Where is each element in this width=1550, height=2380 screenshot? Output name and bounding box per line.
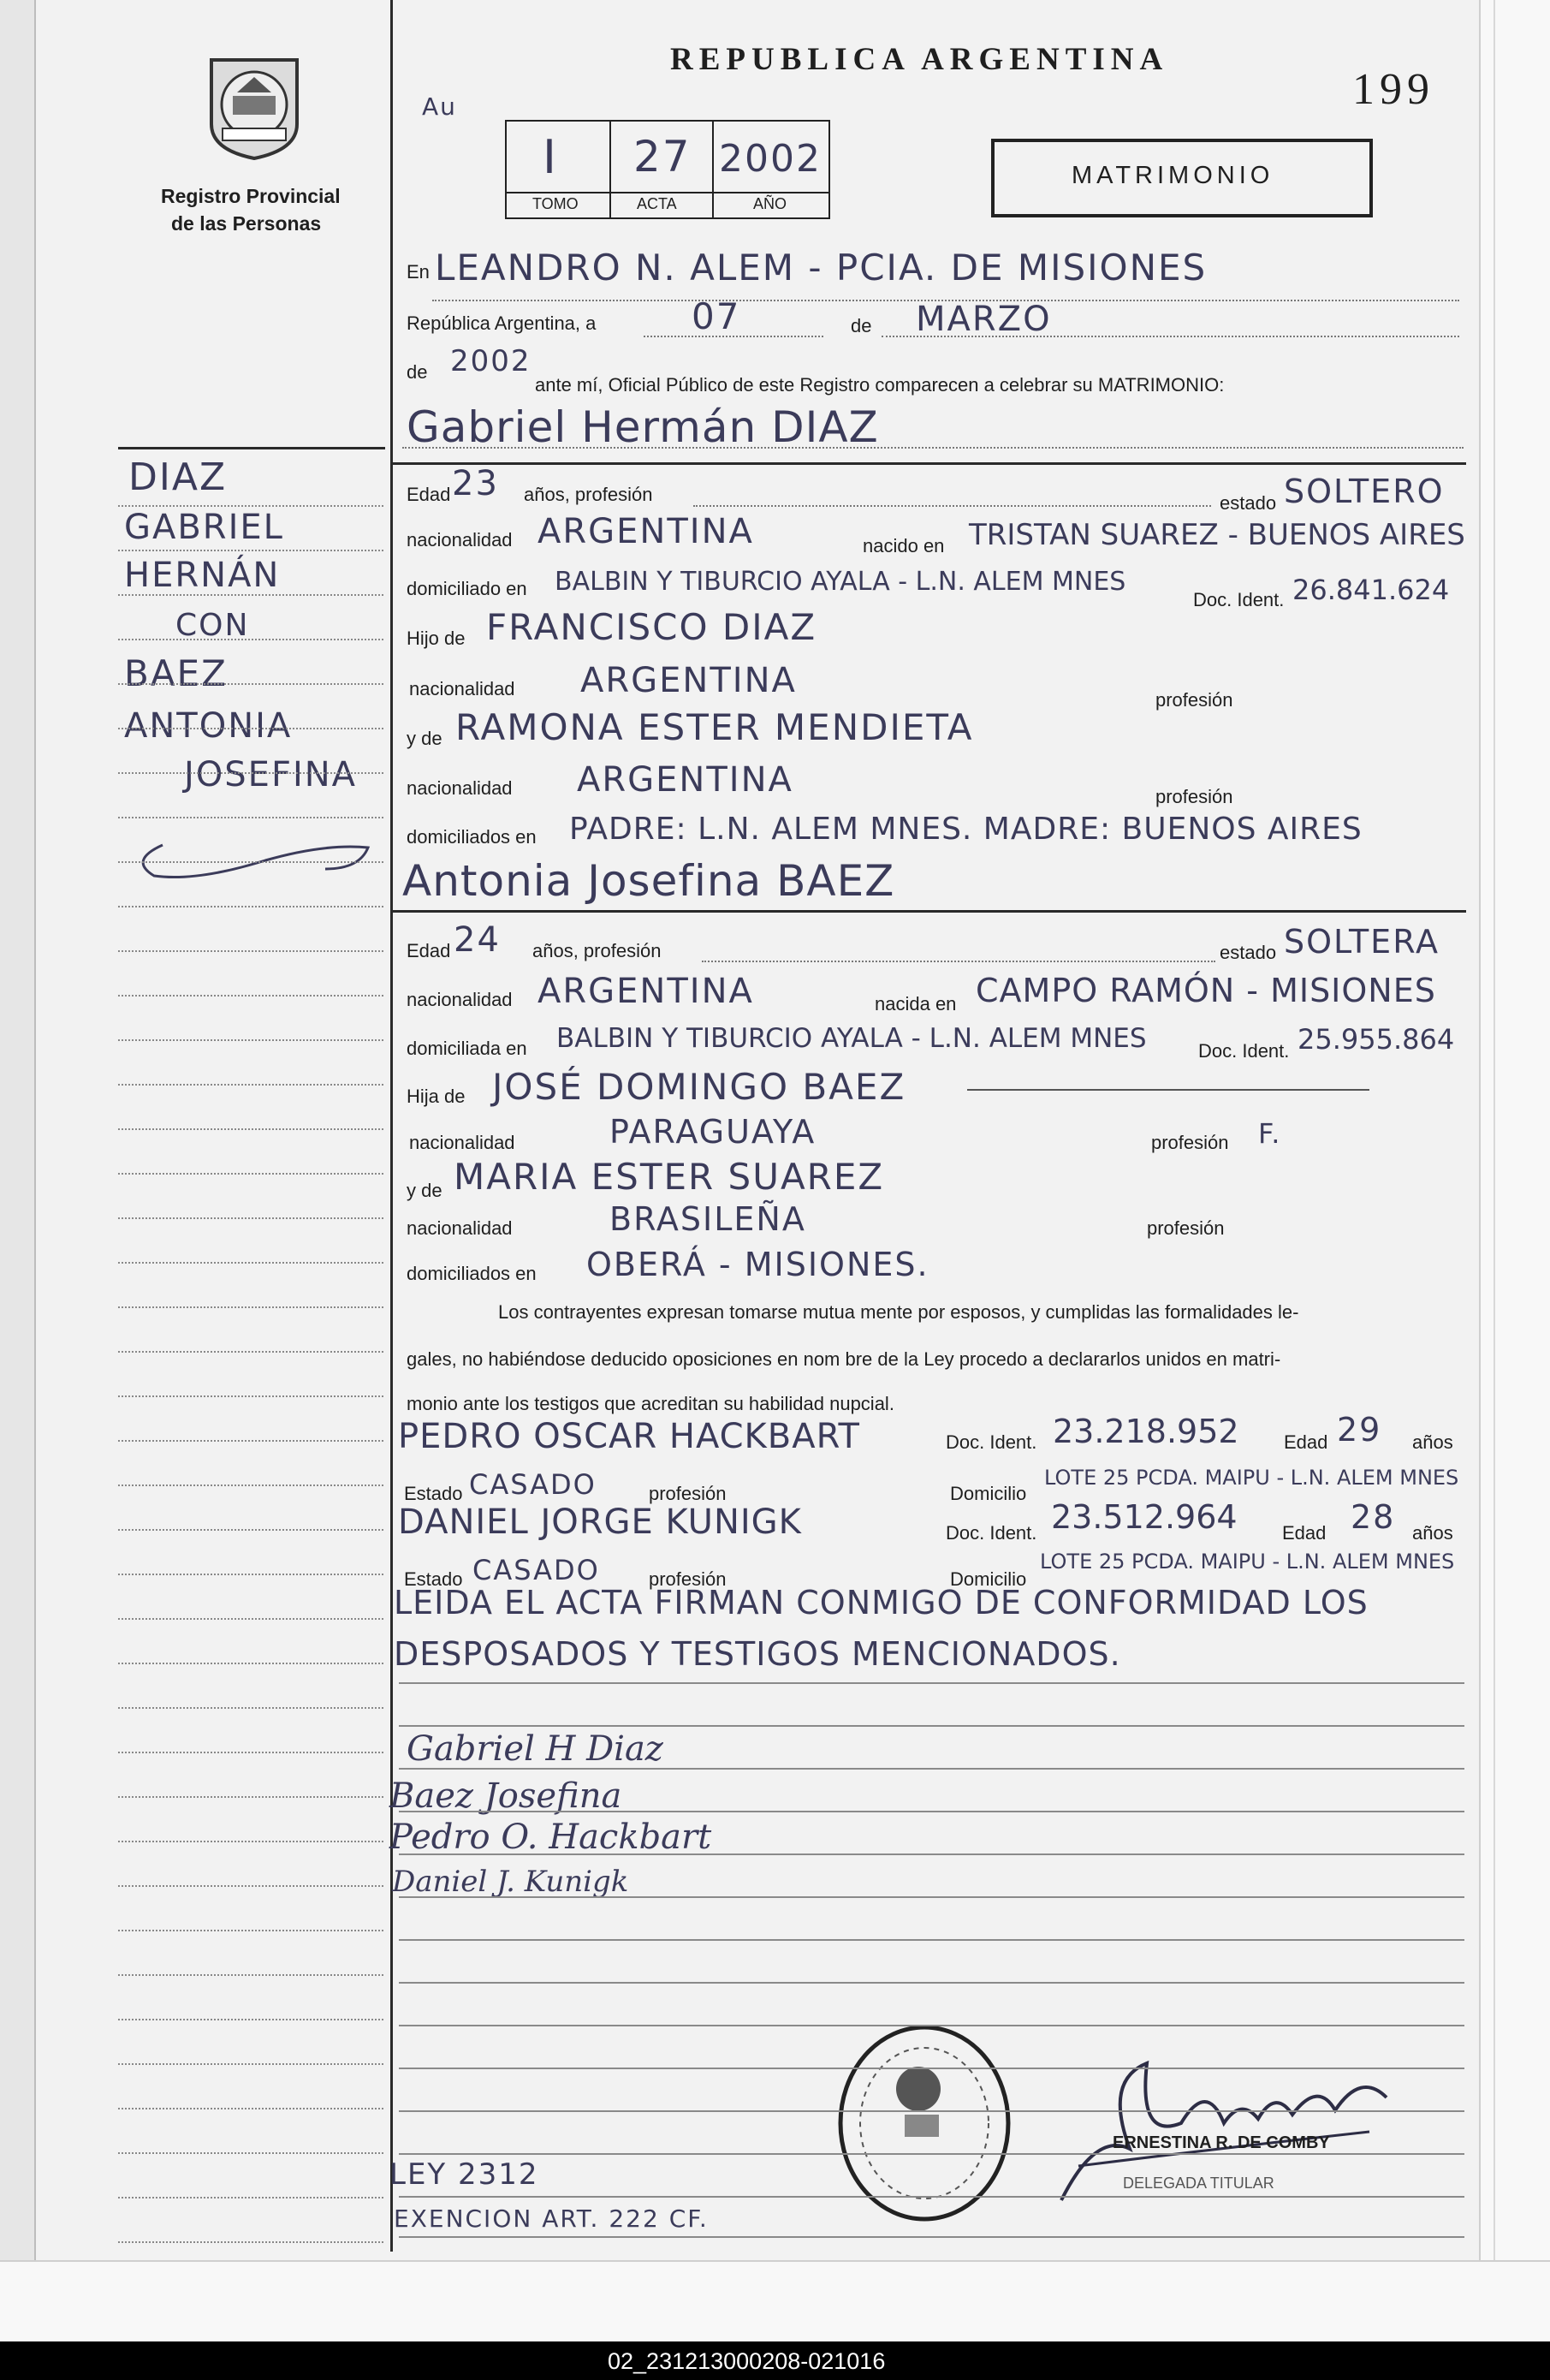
signature-rule-line [399,1853,1464,1855]
bride-mother-nationality: BRASILEÑA [609,1200,806,1238]
anio-label: AÑO [753,195,787,212]
register-reference-box [505,120,830,219]
document-type: MATRIMONIO [1072,162,1274,189]
margin-rule-line [118,2241,383,2243]
margin-first-name: GABRIEL [124,508,284,547]
page-right-edge [1479,0,1550,2341]
bride-doc-number: 25.955.864 [1298,1023,1455,1056]
groom-mother-nat-label: nacionalidad [407,777,513,799]
margin-rule-line [118,1440,383,1442]
margin-con: CON [175,608,250,643]
witness-2-edad-label: Edad [1282,1522,1327,1544]
margin-rule-line [118,1128,383,1130]
registry-name-line2: de las Personas [171,212,322,235]
witness-1-domicilio: LOTE 25 PCDA. MAIPU - L.N. ALEM MNES [1044,1466,1459,1490]
groom-father-nationality: ARGENTINA [580,661,797,700]
margin-rule-line [118,1529,383,1531]
ceremony-day: 07 [692,295,741,337]
margin-rule-line [118,728,383,729]
intro-en-label: En [407,261,430,283]
groom-father: FRANCISCO DIAZ [486,606,817,648]
margin-rule-line [118,2019,383,2020]
groom-domicile: BALBIN Y TIBURCIO AYALA - L.N. ALEM MNES [555,567,1126,597]
groom-full-name: Gabriel Hermán DIAZ [407,402,879,452]
page-number: 199 [1352,65,1434,114]
margin-bride-surname: BAEZ [124,652,228,694]
margin-rule-line [118,1173,383,1175]
groom-born-label: nacido en [863,535,945,556]
bride-profession-label: años, profesión [532,940,662,961]
de-year-label: de [407,361,428,383]
republica-label: República Argentina, a [407,312,597,334]
bride-father-line [967,1089,1369,1091]
witness-2-domicilio: LOTE 25 PCDA. MAIPU - L.N. ALEM MNES [1040,1550,1455,1574]
margin-rule-line [118,1841,383,1842]
signature-groom: Gabriel H Diaz [407,1729,663,1769]
signature-rule-line [399,1896,1464,1898]
declaration-line3: monio ante los testigos que acreditan su habilidad nupcial. [407,1393,894,1414]
groom-doc-label: Doc. Ident. [1193,589,1285,610]
margin-rule-line [118,1885,383,1887]
signature-rule-line [399,2196,1464,2198]
margin-rule-line [118,772,383,774]
margin-rule-line [118,2152,383,2154]
bride-nationality: ARGENTINA [537,972,754,1011]
margin-rule-line [118,817,383,818]
groom-mother-prof-label: profesión [1155,786,1233,807]
witness-2-estado: CASADO [472,1554,600,1586]
margin-rule-line [118,1707,383,1709]
bride-nationality-label: nacionalidad [407,989,513,1010]
signature-rule-line [399,2025,1464,2026]
signature-rule-line [399,1982,1464,1984]
bride-father-nationality: PARAGUAYA [609,1113,817,1151]
signature-rule-line [399,1939,1464,1941]
witness-2-profesion-label: profesión [649,1568,727,1590]
witness-1-domicilio-label: Domicilio [950,1483,1027,1504]
declaration-line1: Los contrayentes expresan tomarse mutua mente por esposos, y cumplidas las formalidades le- [498,1301,1299,1323]
ceremony-place: LEANDRO N. ALEM - PCIA. DE MISIONES [435,247,1208,289]
margin-rule-line [118,906,383,907]
margin-rule-line [118,1306,383,1308]
witness-1-doc: 23.218.952 [1053,1413,1239,1450]
corner-note: Au [422,92,457,121]
witness-1-profesion-label: profesión [649,1483,727,1504]
bride-marital-status: SOLTERA [1284,923,1440,961]
margin-exemption-note: EXENCION ART. 222 CF. [394,2204,709,2233]
margin-rule-line [118,1930,383,1931]
witness-2-estado-label: Estado [404,1568,463,1590]
margin-rule-line [118,639,383,640]
bride-edad-label: Edad [407,940,451,961]
acta-value: 27 [633,132,692,181]
groom-hijo-label: Hijo de [407,628,466,649]
witness-2-domicilio-label: Domicilio [950,1568,1027,1590]
ceremony-year: 2002 [450,344,532,378]
bride-born-label: nacida en [875,993,957,1014]
margin-rule-line [118,1574,383,1575]
margin-rule-line [118,594,383,596]
margin-rule-line [118,1618,383,1620]
witness-1-estado-label: Estado [404,1483,463,1504]
margin-rule-line [118,1217,383,1219]
country-title: REPUBLICA ARGENTINA [670,42,1169,77]
bride-doc-label: Doc. Ident. [1198,1040,1290,1062]
image-id-label: 02_231213000208-021016 [608,2348,886,2374]
signature-rule-line [399,2068,1464,2069]
signature-witness-1: Pedro O. Hackbart [389,1818,712,1857]
margin-rule-line [118,950,383,952]
section-rule-bride [392,910,1466,913]
groom-birthplace: TRISTAN SUAREZ - BUENOS AIRES [969,518,1465,552]
margin-law-note: LEY 2312 [389,2157,539,2192]
margin-divider [390,0,393,2252]
margin-rule-line [118,1262,383,1264]
closing-line1: LEIDA EL ACTA FIRMAN CONMIGO DE CONFORMIDAD LOS [394,1584,1369,1621]
bride-father-profession: F. [1258,1117,1282,1150]
witness-2-name: DANIEL JORGE KUNIGK [398,1502,802,1542]
margin-rule-line [118,683,383,685]
bride-hija-label: Hija de [407,1086,466,1107]
margin-rule-line [118,1663,383,1664]
acta-label: ACTA [637,195,677,212]
margin-rule-line [118,2108,383,2109]
section-rule-groom [392,462,1466,465]
bride-father-prof-label: profesión [1151,1132,1229,1153]
margin-rule-line [118,1084,383,1086]
bride-birthplace: CAMPO RAMÓN - MISIONES [976,972,1436,1009]
witness-2-age: 28 [1351,1498,1396,1536]
bride-estado-label: estado [1220,942,1277,963]
groom-domicile-label: domiciliado en [407,578,527,599]
page-stack-line [1494,0,1495,2341]
witness-1-doc-label: Doc. Ident. [946,1431,1037,1453]
margin-rule-line [118,1796,383,1798]
groom-profession-line [693,505,1211,507]
groom-doc-number: 26.841.624 [1292,574,1450,606]
signature-rule-line [399,1725,1464,1727]
official-stamp-icon [834,2020,1014,2226]
groom-name-line [402,447,1464,449]
bride-age: 24 [454,920,501,960]
margin-flourish-icon [128,835,377,886]
groom-father-prof-label: profesión [1155,689,1233,711]
witness-1-age: 29 [1337,1411,1382,1449]
margin-rule-line [118,550,383,551]
signature-rule-line [399,2110,1464,2112]
margin-surname: DIAZ [128,455,228,499]
groom-mother-nationality: ARGENTINA [577,760,793,800]
bride-mother-prof-label: profesión [1147,1217,1225,1239]
bride-domicile-label: domiciliada en [407,1038,527,1059]
margin-bride-second-name: JOSEFINA [184,755,358,794]
witness-1-estado: CASADO [469,1468,597,1501]
signature-bride: Baez Josefina [389,1776,622,1816]
tomo-value: I [543,130,558,184]
bride-profession-line [702,961,1215,962]
intro-sentence: ante mí, Oficial Público de este Registro comparecen a celebrar su MATRIMONIO: [535,374,1225,396]
margin-bride-first-name: ANTONIA [124,706,293,746]
margin-rule-line [118,1752,383,1753]
anio-value: 2002 [719,137,822,181]
signature-rule-line [399,2153,1464,2155]
witness-1-name: PEDRO OSCAR HACKBART [398,1417,860,1456]
margin-rule-line [118,2063,383,2065]
province-seal-icon [199,43,310,163]
official-role: DELEGADA TITULAR [1123,2175,1274,2192]
groom-mother: RAMONA ESTER MENDIETA [455,706,974,748]
groom-nationality-label: nacionalidad [407,529,513,550]
margin-rule-line [118,1485,383,1486]
signature-witness-2: Daniel J. Kunigk [392,1865,629,1899]
registry-name-line1: Registro Provincial [161,185,341,207]
groom-father-nat-label: nacionalidad [409,678,515,699]
margin-rule-line [118,995,383,997]
margin-rule-line [118,1395,383,1397]
witness-2-doc-label: Doc. Ident. [946,1522,1037,1544]
document-type-box [991,139,1373,217]
margin-rule-line [118,2197,383,2199]
groom-parents-domicile-label: domiciliados en [407,826,537,848]
tomo-label: TOMO [532,195,579,212]
margin-top-rule [118,447,385,449]
page-left-edge [0,0,36,2341]
bride-parents-domicile: OBERÁ - MISIONES. [586,1246,929,1283]
witness-2-doc: 23.512.964 [1051,1498,1238,1536]
bride-father: JOSÉ DOMINGO BAEZ [492,1066,906,1108]
signature-rule-line [399,1682,1464,1684]
groom-edad-label: Edad [407,484,451,505]
groom-profession-label: años, profesión [524,484,653,505]
de-month-label: de [851,315,872,336]
groom-nationality: ARGENTINA [537,512,754,551]
ceremony-month: MARZO [916,300,1052,339]
bride-mother: MARIA ESTER SUAREZ [454,1156,885,1198]
margin-rule-line [118,1039,383,1041]
witness-1-edad-label: Edad [1284,1431,1328,1453]
margin-rule-line [118,505,383,507]
signature-rule-line [399,2236,1464,2238]
groom-parents-domicile: PADRE: L.N. ALEM MNES. MADRE: BUENOS AIRES [569,812,1363,847]
margin-rule-line [118,1351,383,1353]
bride-father-nat-label: nacionalidad [409,1132,515,1153]
declaration-line2: gales, no habiéndose deducido oposiciones en nom bre de la Ley procedo a declararlos unidos en matri- [407,1348,1281,1370]
groom-estado-label: estado [1220,492,1277,514]
official-name: ERNESTINA R. DE COMBY [1113,2133,1330,2152]
footer-bar [0,2341,1550,2380]
bride-domicile: BALBIN Y TIBURCIO AYALA - L.N. ALEM MNES [556,1023,1147,1054]
bride-parents-domicile-label: domiciliados en [407,1263,537,1284]
bride-mother-nat-label: nacionalidad [407,1217,513,1239]
margin-rule-line [118,1974,383,1976]
signature-rule-line [399,1811,1464,1812]
margin-rule-line [118,861,383,863]
witness-1-anios-label: años [1412,1431,1453,1453]
closing-line2: DESPOSADOS Y TESTIGOS MENCIONADOS. [394,1635,1121,1673]
signature-rule-line [399,1768,1464,1770]
groom-marital-status: SOLTERO [1284,473,1445,510]
page-bottom-edge [0,2260,1550,2341]
groom-yde-label: y de [407,728,442,749]
witness-2-anios-label: años [1412,1522,1453,1544]
bride-full-name: Antonia Josefina BAEZ [402,856,895,906]
bride-yde-label: y de [407,1180,442,1201]
margin-second-name: HERNÁN [124,556,281,595]
groom-age: 23 [452,464,499,503]
